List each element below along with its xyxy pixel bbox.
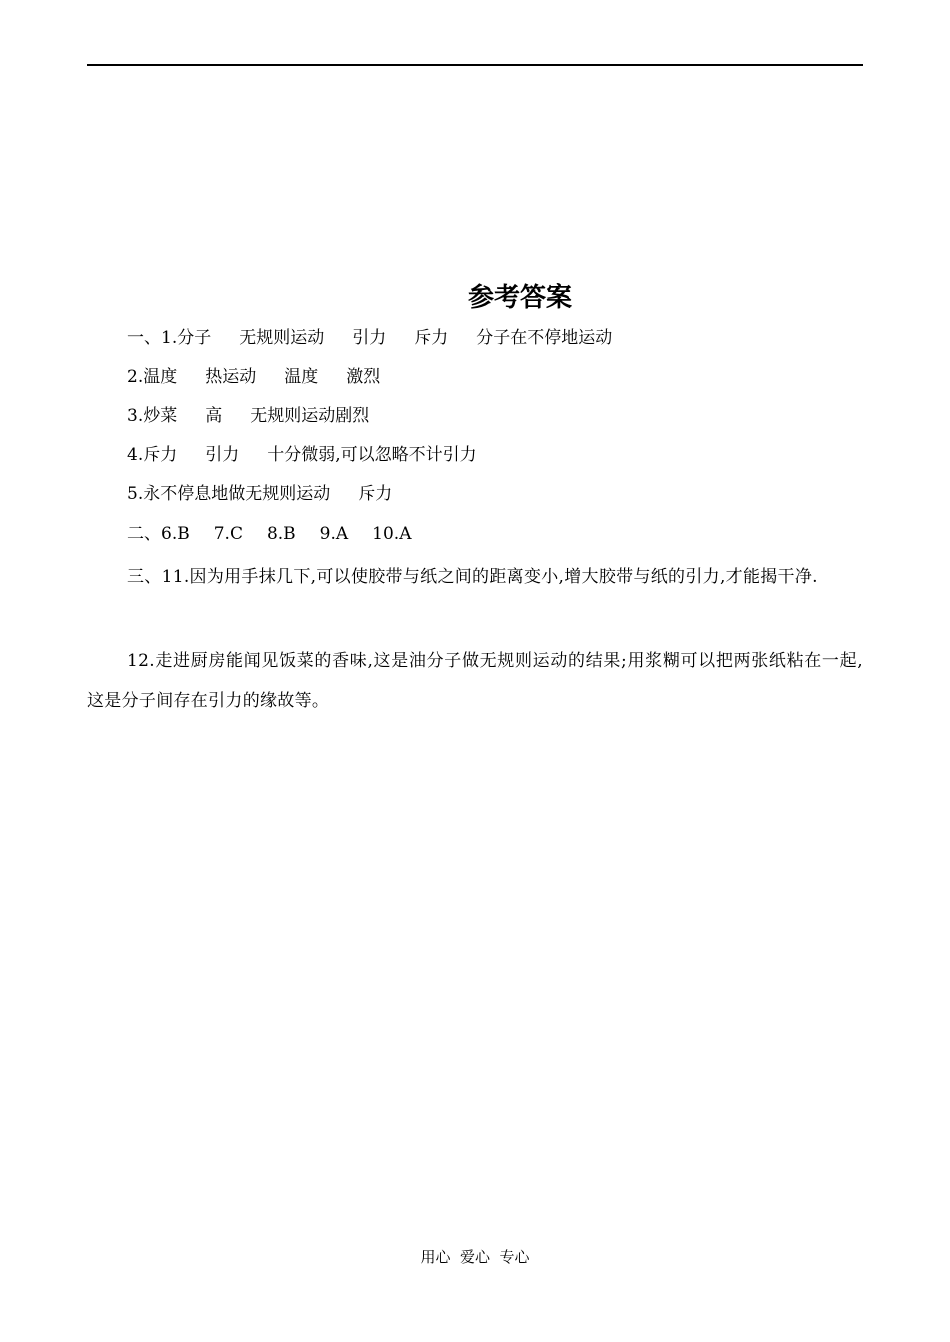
answer-text: 无规则运动 <box>239 328 325 348</box>
answer-paragraph-12: 12.走进厨房能闻见饭菜的香味,这是油分子做无规则运动的结果;用浆糊可以把两张纸粘在一起,这是分子间存在引力的缘故等。 <box>87 651 863 711</box>
answer-text: 2.温度 <box>127 367 178 387</box>
choice-answer: 10.A <box>372 524 412 544</box>
answer-text: 引力 <box>205 445 240 465</box>
section-2-prefix: 二、 <box>127 524 161 544</box>
choice-answer: 7.C <box>213 524 243 544</box>
choice-answer: 9.A <box>319 524 349 544</box>
answer-text: 4.斥力 <box>127 445 178 465</box>
answer-line-5 <box>127 484 392 504</box>
answer-text: 十分微弱,可以忽略不计引力 <box>267 445 477 465</box>
page-title: 参考答案 <box>468 283 573 313</box>
page-footer: 用心 爱心 专心 <box>420 1248 530 1266</box>
answer-line-2 <box>127 367 380 387</box>
answer-text: 分子 <box>177 328 212 348</box>
answer-text: 5.永不停息地做无规则运动 <box>127 484 331 504</box>
header-rule <box>87 64 863 66</box>
answer-line-6 <box>127 524 411 544</box>
answer-paragraph-11: 三、11.因为用手抹几下,可以使胶带与纸之间的距离变小,增大胶带与纸的引力,才能揭干净. <box>127 567 818 587</box>
answer-line-3 <box>127 406 369 426</box>
answer-text: 温度 <box>284 367 319 387</box>
answer-text: 分子在不停地运动 <box>476 328 613 348</box>
choice-answer: 6.B <box>161 524 190 544</box>
answer-text: 3.炒菜 <box>127 406 178 426</box>
answer-text: 高 <box>205 406 223 426</box>
answer-text: 斥力 <box>358 484 393 504</box>
answer-text: 热运动 <box>205 367 257 387</box>
answer-text: 引力 <box>352 328 387 348</box>
answer-line-4 <box>127 445 477 465</box>
answer-line-1 <box>127 328 612 348</box>
answer-text: 激烈 <box>346 367 381 387</box>
section-1-prefix: 一、1. <box>127 328 178 348</box>
answer-text: 斥力 <box>414 328 449 348</box>
choice-answer: 8.B <box>266 524 296 544</box>
answer-text: 无规则运动剧烈 <box>250 406 370 426</box>
